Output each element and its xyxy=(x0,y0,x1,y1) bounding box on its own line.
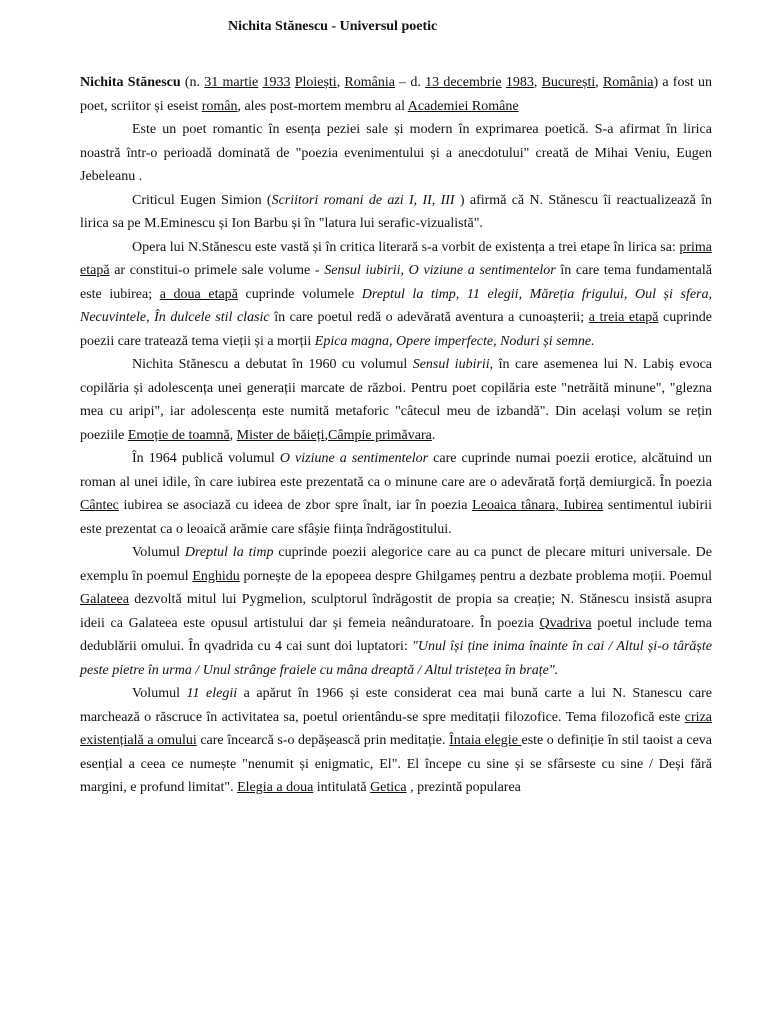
link-death-country[interactable]: România xyxy=(602,75,654,90)
link-birth-date[interactable]: 31 martie xyxy=(204,75,259,90)
text: , ales post-mortem membru al xyxy=(237,98,408,114)
poem-title: Getica xyxy=(370,780,407,795)
poem-title: Câmpie primăvara xyxy=(328,427,432,443)
book-title: Sensul iubirii, xyxy=(412,357,494,372)
text: Nichita Stănescu a debutat în 1960 cu volumul xyxy=(132,357,413,372)
text: intitulată xyxy=(313,780,371,795)
poem-title: Întaia elegie xyxy=(449,733,522,748)
text: sentimentul iubirii este prezentat ca o leoaică arămie care sfâșie ființa îndrăgostitului. xyxy=(80,498,713,537)
link-death-year[interactable]: 1983 xyxy=(505,75,534,90)
book-title: O viziune a sentimentelor xyxy=(279,451,429,466)
paragraph-intro: Nichita Stănescu (n. 31 martie 1933 Ploiești, România – d. 13 decembrie 1983, București, România) a fost un poet, scriitor și eseist român, ales post-mortem membru al Academiei Române xyxy=(80,75,713,114)
text: . xyxy=(431,427,436,443)
text: este o definiție în stil taoist a ceva esențial a ceea ce numește "nenumit și enigmatic, El". El începe cu sine și se sfârseste cu sine / Deși fără margini, e profund limitat". xyxy=(80,733,713,795)
text: cuprinde volumele xyxy=(237,286,362,302)
paragraph-critic xyxy=(80,189,712,236)
text: care cuprinde numai poezii erotice, alcătuind un roman al unei idile, în care iubirea este prezentată ca o minune care are o adevărată forță demiurgică. În poezia xyxy=(80,451,712,490)
text: dezvoltă mitul lui Pygmelion, sculptorul îndrăgostit de propia sa creație; N. Stănescu insistă asupra ideii ca Galateea este opusul artistului dar și femeia neânduratoare. În poezia xyxy=(80,592,712,631)
text: în care poetul redă o adevărată aventura a cunoașterii; xyxy=(269,310,589,325)
paragraph-romantic: Este un poet romantic în esența peziei sale și modern în exprimarea poetică. S-a afirmat în lirica noastră într-o perioadă dominată de "poezia evenimentului și a anecdotului" creată de Mihai Veniu, Eugen Jebeleanu . xyxy=(80,122,712,184)
quotation: "Unul își ține inima înainte în cai / Altul și-o târăște peste pietre în urma / Unul strânge fraiele cu mâna dreaptă / Altul tristețea în brațe". xyxy=(80,639,712,678)
volumes-stage-three: Epica magna, Opere imperfecte, Noduri și semne. xyxy=(314,333,595,349)
paragraph-debut xyxy=(80,353,712,447)
book-title: Dreptul la timp xyxy=(184,545,274,560)
text: cuprinde poezii alegorice care au ca punct de plecare mituri universale. De exemplu în poemul xyxy=(80,545,712,584)
text: în care asemenea lui N. Labiș evoca copilăria și adolescența unei generații marcate de război. Pentru poet copilăria este "netrăită minune", "glezna mea cu aripi", iar adolescența este numită metaforic "câtecul meu de izbandă". Din același volum se rețin poeziile xyxy=(80,357,712,443)
text: Volumul xyxy=(132,545,185,560)
poem-title: Emoție de toamnă xyxy=(127,427,230,443)
link-birth-year[interactable]: 1933 xyxy=(262,75,291,90)
paragraph-1964 xyxy=(80,447,712,541)
theme-phrase: criza existențială a omului xyxy=(80,709,712,748)
poem-title: Elegia a doua xyxy=(237,780,314,795)
poem-title: Cântec xyxy=(80,498,119,513)
paragraph-dreptul xyxy=(80,541,712,682)
poem-title: Mister de băieți xyxy=(236,427,325,443)
volumes-stage-two: Dreptul la timp, 11 elegii, Măreția frigului, Oul și sfera, Necuvintele, În dulcele stil clasic xyxy=(80,286,712,325)
poem-title: Qvadriva xyxy=(539,615,592,631)
text: a apărut în 1966 și este considerat cea mai bună carte a lui N. Stanescu care marchează o răscruce în activitatea sa, poetul orientându-se spre meditații filozofice. Tema filozofică este xyxy=(80,686,713,725)
link-death-city[interactable]: București xyxy=(541,75,596,90)
link-death-date[interactable]: 13 decembrie xyxy=(425,75,502,90)
text: în care tema fundamentală este iubirea; xyxy=(80,263,712,302)
text: ) afirmă că N. Stănescu îi reactualizează în lirica sa pe M.Eminescu și Ion Barbu și în "latura lui serafic-vizualistă". xyxy=(80,192,713,231)
poem-title: Leoaica tânara, Iubirea xyxy=(472,498,604,513)
text: care încearcă s-o depășească prin meditație. xyxy=(196,733,450,748)
text: (n. xyxy=(180,75,205,90)
paragraph-stages xyxy=(80,236,712,354)
poem-title: Galateea xyxy=(80,592,129,607)
volumes-stage-one: Sensul iubirii, O viziune a sentimentelor xyxy=(324,263,556,278)
text: Criticul Eugen Simion ( xyxy=(132,192,272,208)
text: ) a fost un poet, scriitor și eseist xyxy=(80,75,713,114)
text: , prezintă popularea xyxy=(406,780,521,795)
book-title: 11 elegii xyxy=(186,686,238,701)
stage-three: a treia etapă xyxy=(588,310,659,325)
book-title: Scriitori romani de azi I, II, III xyxy=(271,192,455,208)
stage-one: prima etapă xyxy=(80,239,712,278)
text: – d. xyxy=(394,75,426,90)
link-birth-city[interactable]: Ploiești xyxy=(294,75,337,90)
text: iubirea se asociază cu ideea de zbor spre înalt, iar în poezia xyxy=(118,498,473,513)
poem-title: Enghidu xyxy=(192,568,240,584)
text: Opera lui N.Stănescu este vastă și în critica literară s-a vorbit de existența a trei etape în lirica sa: xyxy=(132,239,680,255)
page-title: Nichita Stănescu - Universul poetic xyxy=(228,19,438,34)
paragraph-elegii xyxy=(80,682,712,800)
text: pornește de la epopeea despre Ghilgameș pentru a dezbate problema moții. Poemul xyxy=(239,568,712,584)
text: , xyxy=(324,427,329,443)
link-academy[interactable]: Academiei Române xyxy=(407,98,519,114)
text: Volumul xyxy=(132,686,187,701)
link-birth-country[interactable]: România xyxy=(344,75,395,90)
stage-two: a doua etapă xyxy=(159,286,238,302)
author-name: Nichita Stănescu xyxy=(80,75,181,90)
link-nationality[interactable]: român xyxy=(201,98,238,114)
text: ar constitui-o primele sale volume - xyxy=(109,263,325,278)
text: În 1964 publică volumul xyxy=(132,451,280,466)
text: , xyxy=(229,427,237,443)
text: cuprinde poezii care tratează tema vieții și a morții xyxy=(80,310,712,349)
text: poetul include tema dedublării omului. În qvadrida cu 4 cai sunt doi luptatori: xyxy=(80,615,712,654)
